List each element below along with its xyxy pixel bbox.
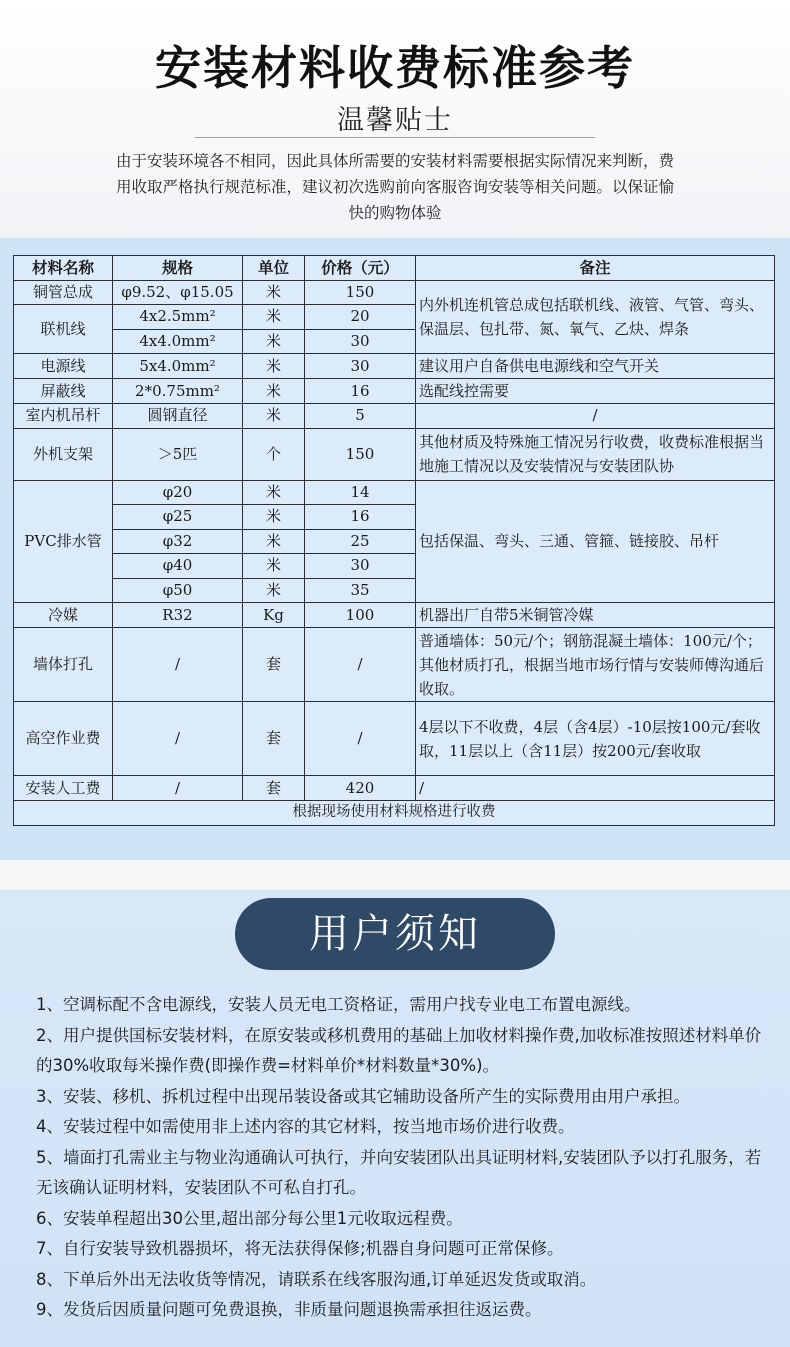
cell-name: 联机线: [14, 305, 113, 354]
cell-price: 35: [305, 578, 416, 603]
cell-note: 内外机连机管总成包括联机线、液管、气管、弯头、保温层、包扎带、氮、氧气、乙炔、焊条: [416, 280, 775, 354]
cell-note: 其他材质及特殊施工情况另行收费，收费标准根据当地施工情况以及安装情况与安装团队协: [416, 428, 775, 480]
cell-name: 冷媒: [14, 603, 113, 628]
cell-name: 墙体打孔: [14, 628, 113, 702]
cell-spec: /: [113, 702, 243, 776]
cell-unit: 米: [243, 379, 305, 404]
table-row: [14, 354, 775, 379]
cell-spec: φ40: [113, 554, 243, 579]
cell-name: 铜管总成: [14, 280, 113, 305]
header-unit: 单位: [243, 256, 305, 281]
cell-unit: 米: [243, 305, 305, 330]
notice-item: 2、用户提供国标安装材料，在原安装或移机费用的基础上加收材料操作费,加收标准按照述材料单价的30%收取每米操作费(即操作费=材料单价*材料数量*30%)。: [36, 1025, 762, 1075]
cell-price: 150: [305, 428, 416, 480]
cell-name: PVC排水管: [14, 480, 113, 603]
notice-item: 8、下单后外出无法收货等情况，请联系在线客服沟通,订单延迟发货或取消。: [36, 1269, 597, 1289]
cell-note: 机器出厂自带5米铜管冷媒: [416, 603, 775, 628]
cell-spec: 2*0.75mm²: [113, 379, 243, 404]
notice-title: 用户须知: [235, 898, 555, 970]
cell-note: /: [416, 404, 775, 429]
cell-unit: 米: [243, 329, 305, 354]
section-gap: [0, 860, 790, 890]
table-row: [14, 379, 775, 404]
cell-unit: 米: [243, 280, 305, 305]
cell-note: 普通墙体：50元/个；钢筋混凝土墙体：100元/个；其他材质打孔，根据当地市场行情与安装师傅沟通后收取。: [416, 628, 775, 702]
page-subtitle: 温馨贴士: [337, 105, 453, 136]
cell-unit: 米: [243, 554, 305, 579]
header-price: 价格（元）: [305, 256, 416, 281]
cell-unit: 套: [243, 702, 305, 776]
cell-price: 25: [305, 529, 416, 554]
cell-spec: φ32: [113, 529, 243, 554]
table-row: [14, 428, 775, 480]
cell-price: 420: [305, 776, 416, 801]
notice-item: 5、墙面打孔需业主与物业沟通确认可执行，并向安装团队出具证明材料,安装团队予以打孔服务，若无该确认证明材料，安装团队不可私自打孔。: [36, 1147, 762, 1197]
notice-item: 9、发货后因质量问题可免费退换，非质量问题退换需承担往返运费。: [36, 1300, 542, 1319]
cell-price: 16: [305, 379, 416, 404]
cell-name: 高空作业费: [14, 702, 113, 776]
cell-price: 5: [305, 404, 416, 429]
cell-spec: ＞5匹: [113, 428, 243, 480]
cell-spec: /: [113, 776, 243, 801]
cell-spec: φ25: [113, 505, 243, 530]
divider: [195, 137, 595, 138]
fee-table: [13, 255, 775, 826]
table-row: [14, 480, 775, 505]
cell-name: 安装人工费: [14, 776, 113, 801]
cell-price: /: [305, 628, 416, 702]
cell-spec: 5x4.0mm²: [113, 354, 243, 379]
cell-note: /: [416, 776, 775, 801]
notice-item: 1、空调标配不含电源线，安装人员无电工资格证，需用户找专业电工布置电源线。: [36, 995, 641, 1014]
cell-spec: 4x2.5mm²: [113, 305, 243, 330]
cell-unit: 米: [243, 578, 305, 603]
cell-price: 16: [305, 505, 416, 530]
cell-note: 包括保温、弯头、三通、管箍、链接胶、吊杆: [416, 480, 775, 603]
cell-name: 室内机吊杆: [14, 404, 113, 429]
table-row: [14, 702, 775, 776]
table-row: [14, 776, 775, 801]
page-title: 安装材料收费标准参考: [155, 41, 635, 95]
cell-price: 150: [305, 280, 416, 305]
cell-name: 外机支架: [14, 428, 113, 480]
cell-note: 4层以下不收费，4层（含4层）-10层按100元/套收取，11层以上（含11层）按200元/套收取: [416, 702, 775, 776]
notice-item: 7、自行安装导致机器损坏，将无法获得保修;机器自身问题可正常保修。: [36, 1239, 564, 1258]
notice-item: 6、安装单程超出30公里,超出部分每公里1元收取远程费。: [36, 1208, 463, 1228]
cell-price: 100: [305, 603, 416, 628]
cell-unit: 米: [243, 505, 305, 530]
cell-spec: φ20: [113, 480, 243, 505]
cell-spec: 4x4.0mm²: [113, 329, 243, 354]
notice-item: 3、安装、移机、拆机过程中出现吊装设备或其它辅助设备所产生的实际费用由用户承担。: [36, 1086, 690, 1106]
cell-unit: 套: [243, 628, 305, 702]
cell-unit: 套: [243, 776, 305, 801]
cell-price: /: [305, 702, 416, 776]
table-footer: 根据现场使用材料规格进行收费: [14, 801, 775, 826]
cell-price: 30: [305, 554, 416, 579]
table-row: [14, 603, 775, 628]
table-footer-row: [14, 801, 775, 826]
cell-unit: 米: [243, 404, 305, 429]
notice-list: [36, 990, 766, 1326]
cell-unit: Kg: [243, 603, 305, 628]
cell-note: 选配线控需要: [416, 379, 775, 404]
cell-name: 屏蔽线: [14, 379, 113, 404]
cell-note: 建议用户自备供电电源线和空气开关: [416, 354, 775, 379]
table-row: [14, 628, 775, 702]
cell-unit: 米: [243, 354, 305, 379]
cell-unit: 个: [243, 428, 305, 480]
header-spec: 规格: [113, 256, 243, 281]
notice-item: 4、安装过程中如需使用非上述内容的其它材料，按当地市场价进行收费。: [36, 1117, 575, 1136]
table-row: [14, 404, 775, 429]
cell-spec: 圆钢直径: [113, 404, 243, 429]
table-row: [14, 280, 775, 305]
header-note: 备注: [416, 256, 775, 281]
cell-spec: φ9.52、φ15.05: [113, 280, 243, 305]
cell-name: 电源线: [14, 354, 113, 379]
cell-unit: 米: [243, 529, 305, 554]
cell-spec: φ50: [113, 578, 243, 603]
intro-text: 由于安装环境各不相同，因此具体所需要的安装材料需要根据实际情况来判断，费用收取严格执行规范标准，建议初次选购前向客服咨询安装等相关问题。以保证愉快的购物体验: [115, 152, 674, 222]
cell-price: 30: [305, 354, 416, 379]
cell-price: 14: [305, 480, 416, 505]
cell-price: 30: [305, 329, 416, 354]
cell-price: 20: [305, 305, 416, 330]
cell-spec: /: [113, 628, 243, 702]
table-header-row: [14, 256, 775, 281]
cell-spec: R32: [113, 603, 243, 628]
cell-unit: 米: [243, 480, 305, 505]
header-name: 材料名称: [14, 256, 113, 281]
